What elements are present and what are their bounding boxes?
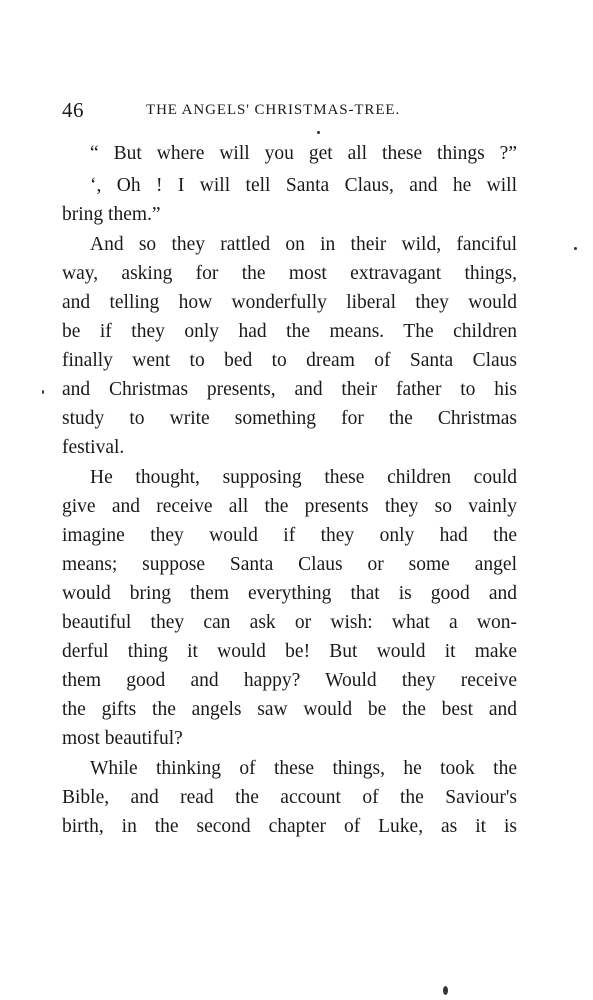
text-line: the gifts the angels saw would be the best and xyxy=(62,699,517,720)
text-line: While thinking of these things, he took the xyxy=(90,758,517,779)
ink-speck xyxy=(574,247,577,250)
text-line: and Christmas presents, and their father to his xyxy=(62,379,517,400)
text-line: would bring them everything that is good and xyxy=(62,583,517,604)
text-line: “ But where will you get all these things ?” xyxy=(90,143,517,164)
text-line: means; suppose Santa Claus or some angel xyxy=(62,554,517,575)
page-number: 46 xyxy=(62,98,84,122)
page-header xyxy=(62,98,532,126)
text-line: and telling how wonderfully liberal they would xyxy=(62,292,517,313)
text-line: them good and happy? Would they receive xyxy=(62,670,517,691)
text-line: be if they only had the means. The children xyxy=(62,321,517,342)
text-line: beautiful they can ask or wish: what a won- xyxy=(62,612,517,633)
text-line: finally went to bed to dream of Santa Claus xyxy=(62,350,517,371)
text-line: derful thing it would be! But would it make xyxy=(62,641,517,662)
text-line: birth, in the second chapter of Luke, as it is xyxy=(62,816,517,837)
text-line: bring them.” xyxy=(62,204,161,225)
running-title: THE ANGELS' CHRISTMAS-TREE. xyxy=(146,102,401,118)
text-line: He thought, supposing these children could xyxy=(90,467,517,488)
text-line: way, asking for the most extravagant things, xyxy=(62,263,517,284)
text-line: ‘, Oh ! I will tell Santa Claus, and he will xyxy=(90,175,517,196)
text-line: imagine they would if they only had the xyxy=(62,525,517,546)
text-line: most beautiful? xyxy=(62,728,183,749)
ink-speck xyxy=(443,986,448,995)
ink-speck xyxy=(317,131,320,134)
text-line: Bible, and read the account of the Saviour's xyxy=(62,787,517,808)
text-line: festival. xyxy=(62,437,125,458)
text-line: And so they rattled on in their wild, fanciful xyxy=(90,234,517,255)
text-line: study to write something for the Christmas xyxy=(62,408,517,429)
ink-speck xyxy=(42,390,44,394)
text-line: give and receive all the presents they so vainly xyxy=(62,496,517,517)
